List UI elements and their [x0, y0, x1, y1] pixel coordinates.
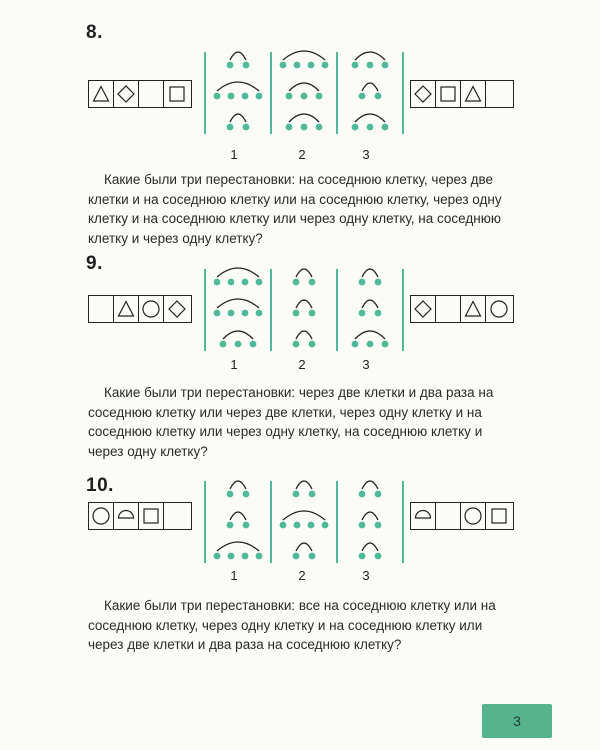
column-label: 1 — [230, 568, 238, 583]
permutation-panel — [273, 473, 335, 569]
cell — [436, 296, 461, 322]
start-cells-strip — [88, 502, 192, 530]
diamond-icon — [167, 299, 187, 319]
column-divider — [336, 481, 338, 563]
cell — [89, 503, 114, 529]
column-label: 2 — [298, 147, 306, 162]
permutation-skip-one-icon — [207, 323, 269, 351]
cell — [461, 503, 486, 529]
permutation-skip-two-icon — [273, 44, 335, 72]
cell — [164, 503, 189, 529]
column-divider — [270, 269, 272, 351]
permutation-adjacent-icon — [339, 473, 401, 501]
cell — [139, 296, 164, 322]
task-number: 9. — [86, 253, 103, 274]
diamond-icon — [413, 84, 433, 104]
permutation-adjacent-icon — [207, 106, 269, 134]
permutation-skip-two-icon — [207, 535, 269, 563]
start-cells-strip — [88, 295, 192, 323]
circle-icon — [463, 506, 483, 526]
cell — [436, 81, 461, 107]
permutation-skip-two-icon — [207, 292, 269, 320]
circle-icon — [91, 506, 111, 526]
column-divider — [204, 481, 206, 563]
cell — [139, 503, 164, 529]
start-cells-strip — [88, 80, 192, 108]
permutation-adjacent-icon — [207, 44, 269, 72]
permutation-skip-two-icon — [273, 504, 335, 532]
square-icon — [141, 506, 161, 526]
column-divider — [402, 269, 404, 351]
cell — [164, 296, 189, 322]
permutation-skip-one-icon — [339, 44, 401, 72]
column-label: 2 — [298, 568, 306, 583]
end-cells-strip — [410, 502, 514, 530]
question-text — [88, 383, 520, 461]
permutation-skip-one-icon — [273, 106, 335, 134]
permutation-skip-one-icon — [339, 106, 401, 134]
column-divider — [336, 52, 338, 134]
cell — [436, 503, 461, 529]
column-label: 3 — [362, 147, 370, 162]
square-icon — [167, 84, 187, 104]
permutation-panel — [207, 473, 269, 569]
column-divider — [204, 52, 206, 134]
column-divider — [204, 269, 206, 351]
permutation-adjacent-icon — [339, 75, 401, 103]
permutation-adjacent-icon — [273, 261, 335, 289]
cell — [461, 296, 486, 322]
permutation-skip-one-icon — [273, 75, 335, 103]
permutation-adjacent-icon — [273, 535, 335, 563]
task-number: 10. — [86, 475, 114, 496]
column-divider — [270, 481, 272, 563]
cell — [164, 81, 189, 107]
cell — [114, 503, 139, 529]
end-cells-strip — [410, 80, 514, 108]
column-divider — [270, 52, 272, 134]
cell — [139, 81, 164, 107]
column-label: 2 — [298, 357, 306, 372]
diamond-icon — [413, 299, 433, 319]
question-paragraph: Какие были три перестановки: на соседнюю клетку, через две клетки и на соседнюю клетку или на соседнюю клетку, через одну клетку и на соседнюю клетку или через одну клетку, на соседнюю клетку и через одну клетку? — [88, 172, 502, 246]
page-number-tab — [482, 704, 552, 738]
permutation-diagram — [204, 473, 404, 573]
permutation-adjacent-icon — [207, 504, 269, 532]
cell — [89, 81, 114, 107]
permutation-skip-two-icon — [207, 75, 269, 103]
column-divider — [336, 269, 338, 351]
question-text — [88, 596, 520, 655]
permutation-skip-one-icon — [339, 323, 401, 351]
cell — [411, 503, 436, 529]
permutation-skip-two-icon — [207, 261, 269, 289]
column-divider — [402, 52, 404, 134]
triangle-icon — [463, 299, 483, 319]
question-paragraph: Какие были три перестановки: через две клетки и два раза на соседнюю клетку или через две клетки, через одну клетку и на соседнюю клетку или через одну клетку, на соседнюю клетку и через одну клетку? — [88, 385, 494, 459]
half-circle-icon — [413, 506, 433, 526]
triangle-icon — [91, 84, 111, 104]
permutation-adjacent-icon — [339, 292, 401, 320]
cell — [461, 81, 486, 107]
permutation-adjacent-icon — [273, 473, 335, 501]
permutation-adjacent-icon — [339, 535, 401, 563]
half-circle-icon — [116, 506, 136, 526]
permutation-panel — [339, 44, 401, 140]
column-label: 3 — [362, 357, 370, 372]
square-icon — [489, 506, 509, 526]
circle-icon — [141, 299, 161, 319]
cell — [486, 503, 511, 529]
circle-icon — [489, 299, 509, 319]
permutation-panel — [207, 261, 269, 357]
square-icon — [438, 84, 458, 104]
permutation-panel — [339, 473, 401, 569]
permutation-diagram — [204, 44, 404, 144]
cell — [114, 81, 139, 107]
triangle-icon — [116, 299, 136, 319]
permutation-adjacent-icon — [207, 473, 269, 501]
task-number: 8. — [86, 22, 103, 43]
permutation-panel — [207, 44, 269, 140]
permutation-panel — [273, 261, 335, 357]
column-divider — [402, 481, 404, 563]
permutation-panel — [273, 44, 335, 140]
cell — [114, 296, 139, 322]
triangle-icon — [463, 84, 483, 104]
cell — [411, 296, 436, 322]
end-cells-strip — [410, 295, 514, 323]
page-number: 3 — [513, 713, 521, 729]
cell — [486, 296, 511, 322]
diamond-icon — [116, 84, 136, 104]
permutation-adjacent-icon — [273, 292, 335, 320]
permutation-panel — [339, 261, 401, 357]
cell — [486, 81, 511, 107]
question-paragraph: Какие были три перестановки: все на соседнюю клетку или на соседнюю клетку, через одну клетку и на соседнюю клетку или через две клетки и два раза на соседнюю клетку? — [88, 598, 496, 652]
cell — [411, 81, 436, 107]
permutation-adjacent-icon — [273, 323, 335, 351]
column-label: 1 — [230, 147, 238, 162]
permutation-adjacent-icon — [339, 261, 401, 289]
permutation-adjacent-icon — [339, 504, 401, 532]
column-label: 3 — [362, 568, 370, 583]
question-text — [88, 170, 520, 248]
permutation-diagram — [204, 261, 404, 361]
column-label: 1 — [230, 357, 238, 372]
cell — [89, 296, 114, 322]
